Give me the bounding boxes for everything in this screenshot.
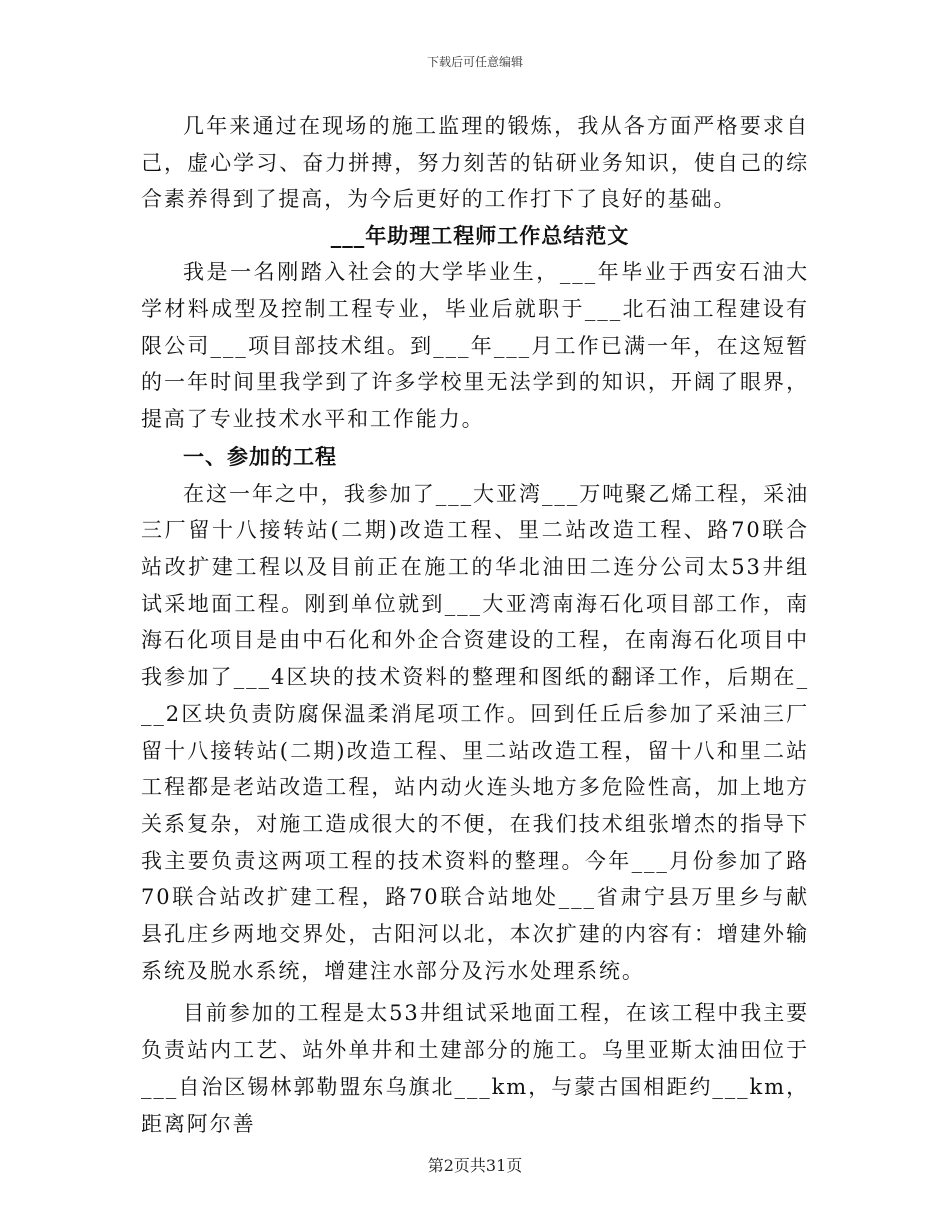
document-body (141, 108, 809, 1142)
document-title: ___年助理工程师工作总结范文 (330, 223, 630, 249)
intro-paragraph: 几年来通过在现场的施工监理的锻炼，我从各方面严格要求自己，虚心学习、奋力拼搏，努力刻苦的钻研业务知识，使自己的综合素养得到了提高，为今后更好的工作打下了良好的基础。 (141, 114, 809, 212)
page-header-note: 下载后可任意编辑 (426, 55, 523, 69)
paragraph-1: 我是一名刚踏入社会的大学毕业生，___年毕业于西安石油大学材料成型及控制工程专业，毕业后就职于___北石油工程建设有限公司___项目部技术组。到___年___月工作已满一年，在这短暂的一年时间里我学到了许多学校里无法学到的知识，开阔了眼界，提高了专业技术水平和工作能力。 (141, 260, 809, 431)
section-heading: 一、参加的工程 (183, 443, 337, 469)
page-number: 第2页共31页 (427, 1156, 523, 1175)
paragraph-2: 在这一年之中，我参加了___大亚湾___万吨聚乙烯工程，采油三厂留十八接转站(二期)改造工程、里二站改造工程、路70联合站改扩建工程以及目前正在施工的华北油田二连分公司太53井组试采地面工程。刚到单位就到___大亚湾南海石化项目部工作，南海石化项目是由中石化和外企合资建设的工程，在南海石化项目中我参加了___4区块的技术资料的整理和图纸的翻译工作，后期在___2区块负责防腐保温柔消尾项工作。回到任丘后参加了采油三厂留十八接转站(二期)改造工程、里二站改造工程，留十八和里二站工程都是老站改造工程，站内动火连头地方多危险性高，加上地方关系复杂，对施工造成很大的不便，在我们技术组张增杰的指导下我主要负责这两项工程的技术资料的整理。今年___月份参加了路70联合站改扩建工程，路70联合站地处___省肃宁县万里乡与献县孔庄乡两地交界处，古阳河以北，本次扩建的内容有：增建外输系统及脱水系统，增建注水部分及污水处理系统。 (141, 481, 809, 983)
paragraph-3: 目前参加的工程是太53井组试采地面工程，在该工程中我主要负责站内工艺、站外单井和土建部分的施工。乌里亚斯太油田位于___自治区锡林郭勒盟东乌旗北___km，与蒙古国相距约___km，距离阿尔善 (141, 1001, 809, 1136)
